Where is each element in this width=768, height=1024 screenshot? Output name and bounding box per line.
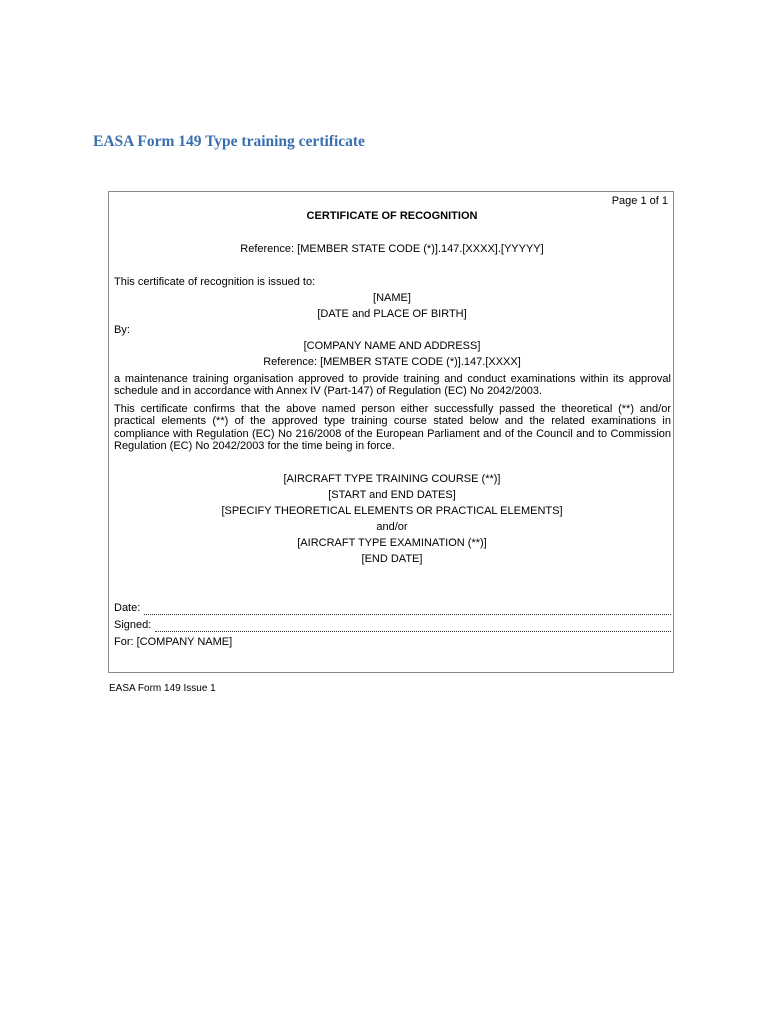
- date-line: [114, 602, 671, 615]
- page-number: Page 1 of 1: [611, 195, 668, 207]
- holder-date-place-of-birth: [DATE and PLACE OF BIRTH]: [317, 308, 467, 320]
- company-reference: Reference: [MEMBER STATE CODE (*)].147.[XXXX]: [263, 356, 521, 368]
- confirmation-paragraph: This certificate confirms that the above named person either successfully passed the theoretical (**) and/or practical elements (**) of the approved type training course stated below and the related examinations in compliance with Regulation (EC) No 216/2008 of the European Parliament and of the Council and to Commission Regulation (EC) No 2042/2003 for the time being in force.: [114, 403, 671, 453]
- course-elements: [SPECIFY THEORETICAL ELEMENTS OR PRACTICAL ELEMENTS]: [221, 505, 563, 517]
- issued-to-text: This certificate of recognition is issued to:: [114, 276, 316, 288]
- certificate-title: CERTIFICATE OF RECOGNITION: [306, 210, 478, 222]
- and-or-text: and/or: [376, 521, 408, 533]
- signed-label: Signed:: [114, 619, 152, 631]
- date-label: Date:: [114, 602, 141, 614]
- type-examination: [AIRCRAFT TYPE EXAMINATION (**)]: [297, 537, 487, 549]
- form-issue-footer: EASA Form 149 Issue 1: [109, 683, 216, 694]
- approval-paragraph: a maintenance training organisation approved to provide training and conduct examinations within its approval schedule and in accordance with Annex IV (Part-147) of Regulation (EC) No 2042/2003.: [114, 373, 671, 398]
- page-heading: EASA Form 149 Type training certificate: [93, 133, 365, 150]
- certificate-form: [108, 191, 674, 673]
- company-name-address: [COMPANY NAME AND ADDRESS]: [303, 340, 481, 352]
- by-label: By:: [114, 324, 130, 336]
- holder-name: [NAME]: [373, 292, 411, 304]
- exam-end-date: [END DATE]: [361, 553, 423, 565]
- signed-line: [114, 619, 671, 632]
- for-company: For: [COMPANY NAME]: [114, 636, 233, 648]
- certificate-reference: Reference: [MEMBER STATE CODE (*)].147.[XXXX].[YYYYY]: [240, 243, 544, 255]
- date-dotted-line: [144, 604, 671, 615]
- signed-dotted-line: [155, 621, 671, 632]
- training-course: [AIRCRAFT TYPE TRAINING COURSE (**)]: [283, 473, 501, 485]
- start-end-dates: [START and END DATES]: [328, 489, 456, 501]
